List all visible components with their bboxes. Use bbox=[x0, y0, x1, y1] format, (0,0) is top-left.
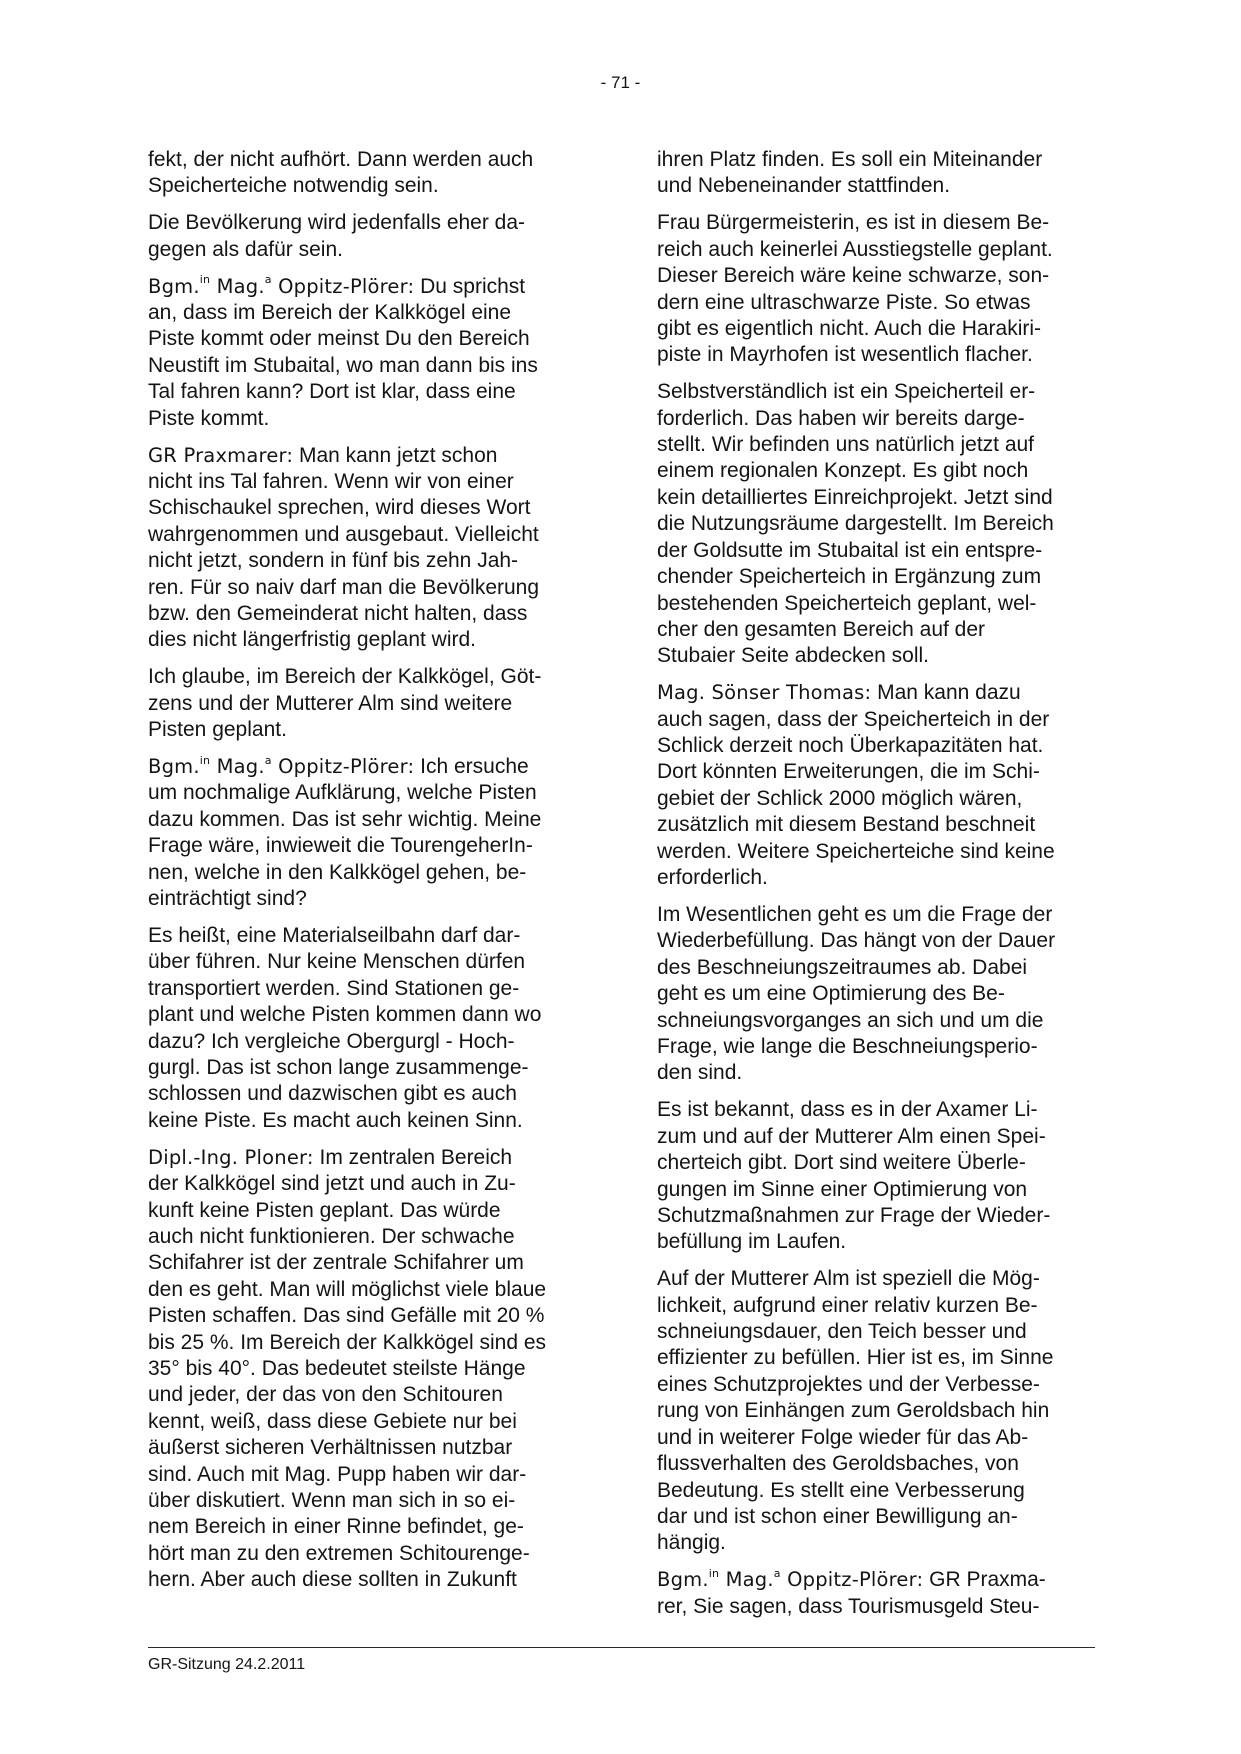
text-line: Die Bevölkerung wird jedenfalls eher da- bbox=[148, 211, 526, 235]
text-line: rung von Einhängen zum Geroldsbach hin bbox=[657, 1399, 1050, 1423]
text-line: Dort könnten Erweiterungen, die im Schi- bbox=[657, 760, 1040, 784]
text-line: Du sprichst bbox=[414, 274, 526, 298]
text-line: reich auch keinerlei Ausstiegstelle geplant. bbox=[657, 237, 1053, 261]
text-line: rer, Sie sagen, dass Tourismusgeld Steu- bbox=[657, 1594, 1040, 1618]
paragraph bbox=[148, 923, 580, 1134]
page-number: - 71 - bbox=[600, 73, 641, 92]
text-line: Pisten schaffen. Das sind Gefälle mit 20 % bbox=[148, 1304, 545, 1328]
text-line: hern. Aber auch diese sollten in Zukunft bbox=[148, 1568, 517, 1592]
speaker-name-part: Oppitz-Plörer: bbox=[780, 1568, 924, 1592]
text-line: chender Speicherteich in Ergänzung zum bbox=[657, 565, 1042, 589]
speaker-name-part: Oppitz-Plörer: bbox=[271, 274, 415, 298]
text-line: bzw. den Gemeinderat nicht halten, dass bbox=[148, 602, 528, 625]
text-line: GR Praxma- bbox=[923, 1568, 1046, 1592]
paragraph bbox=[148, 664, 580, 743]
text-line: und jeder, der das von den Schitouren bbox=[148, 1383, 503, 1407]
speaker-name: Mag. Sönser Thomas: bbox=[657, 681, 872, 705]
text-line: dies nicht längerfristig geplant wird. bbox=[148, 628, 477, 652]
text-line: Tal fahren kann? Dort ist klar, dass eine bbox=[148, 380, 516, 404]
paragraph bbox=[657, 210, 1089, 368]
paragraph bbox=[148, 210, 580, 263]
text-line: gurgl. Das ist schon lange zusammenge- bbox=[148, 1056, 529, 1079]
text-line: kein detailliertes Einreichprojekt. Jetzt sind bbox=[657, 485, 1053, 509]
text-line: bis 25 %. Im Bereich der Kalkkögel sind es bbox=[148, 1330, 547, 1354]
text-line: nicht jetzt, sondern in fünf bis zehn Jah- bbox=[148, 549, 519, 573]
text-line: auch nicht funktionieren. Der schwache bbox=[148, 1224, 515, 1248]
paragraph bbox=[657, 902, 1089, 1087]
text-line: cherteich gibt. Dort sind weitere Überle- bbox=[657, 1151, 1026, 1175]
text-line: einem regionalen Konzept. Es gibt noch bbox=[657, 459, 1029, 483]
paragraph bbox=[657, 147, 1089, 200]
text-line: Bedeutung. Es stellt eine Verbesserung bbox=[657, 1478, 1025, 1502]
text-line: über führen. Nur keine Menschen dürfen bbox=[148, 950, 526, 974]
speech-paragraph bbox=[148, 274, 580, 432]
text-line: den es geht. Man will möglichst viele blaue bbox=[148, 1277, 547, 1301]
speaker-name-part: Bgm. bbox=[148, 755, 200, 779]
speech-paragraph bbox=[657, 1567, 1089, 1620]
text-line: Wiederbefüllung. Das hängt von der Dauer bbox=[657, 929, 1056, 953]
text-line: werden. Weitere Speicherteiche sind keine bbox=[657, 839, 1055, 863]
speaker-name-part: Mag. bbox=[719, 1568, 774, 1592]
text-line: Im zentralen Bereich bbox=[313, 1145, 513, 1169]
text-line: einträchtigt sind? bbox=[148, 887, 307, 911]
text-line: Es ist bekannt, dass es in der Axamer Li- bbox=[657, 1098, 1038, 1122]
text-line: ihren Platz finden. Es soll ein Miteinander bbox=[657, 148, 1043, 171]
text-line: der Kalkkögel sind jetzt und auch in Zu- bbox=[148, 1172, 516, 1196]
text-line: gebiet der Schlick 2000 möglich wären, bbox=[657, 786, 1023, 810]
text-line: nen, welche in den Kalkkögel gehen, be- bbox=[148, 860, 527, 884]
speech-paragraph bbox=[148, 1145, 580, 1594]
text-line: des Beschneiungszeitraumes ab. Dabei bbox=[657, 955, 1028, 979]
text-line: und Nebeneinander stattfinden. bbox=[657, 174, 951, 198]
text-line: an, dass im Bereich der Kalkkögel eine bbox=[148, 301, 512, 325]
speaker-superscript: a bbox=[264, 273, 272, 287]
speech-paragraph bbox=[148, 443, 580, 654]
text-line: zum und auf der Mutterer Alm einen Spei- bbox=[657, 1124, 1046, 1148]
text-line: ren. Für so naiv darf man die Bevölkerung bbox=[148, 575, 540, 599]
text-line: nicht ins Tal fahren. Wenn wir von einer bbox=[148, 469, 514, 493]
text-line: Neustift im Stubaital, wo man dann bis ins bbox=[148, 353, 538, 377]
text-line: zusätzlich mit diesem Bestand beschneit bbox=[657, 813, 1036, 837]
text-line: dazu? Ich vergleiche Obergurgl - Hoch- bbox=[148, 1029, 515, 1053]
text-line: auch sagen, dass der Speicherteich in der bbox=[657, 707, 1050, 731]
paragraph bbox=[657, 1097, 1089, 1255]
text-line: Schutzmaßnahmen zur Frage der Wieder- bbox=[657, 1203, 1051, 1227]
text-line: Auf der Mutterer Alm ist speziell die Mög- bbox=[657, 1267, 1040, 1291]
text-line: keine Piste. Es macht auch keinen Sinn. bbox=[148, 1108, 523, 1132]
text-line: 35° bis 40°. Das bedeutet steilste Hänge bbox=[148, 1356, 526, 1380]
text-line: lichkeit, aufgrund einer relativ kurzen Be- bbox=[657, 1293, 1038, 1317]
text-line: Schlick derzeit noch Überkapazitäten hat. bbox=[657, 734, 1044, 758]
text-line: Ich ersuche bbox=[414, 755, 529, 779]
text-line: Im Wesentlichen geht es um die Frage der bbox=[657, 902, 1053, 926]
text-line: Es heißt, eine Materialseilbahn darf dar- bbox=[148, 923, 521, 947]
speech-paragraph bbox=[657, 680, 1089, 891]
text-line: Man kann jetzt schon bbox=[293, 443, 498, 467]
text-line: wahrgenommen und ausgebaut. Vielleicht bbox=[148, 522, 539, 546]
text-line: piste in Mayrhofen ist wesentlich flacher. bbox=[657, 343, 1033, 367]
text-line: Schischaukel sprechen, wird dieses Wort bbox=[148, 496, 531, 520]
speech-paragraph bbox=[148, 754, 580, 912]
footer-rule bbox=[148, 1647, 1095, 1648]
text-line: hängig. bbox=[657, 1531, 726, 1555]
speaker-name-part: Mag. bbox=[210, 274, 265, 298]
text-line: Man kann dazu bbox=[871, 681, 1021, 705]
text-line: effizienter zu befüllen. Hier ist es, im Sinne bbox=[657, 1346, 1054, 1370]
text-line: schneiungsdauer, den Teich besser und bbox=[657, 1320, 1027, 1344]
speaker-superscript: in bbox=[199, 273, 211, 287]
text-line: Selbstverständlich ist ein Speicherteil er- bbox=[657, 380, 1036, 404]
text-line: dazu kommen. Das ist sehr wichtig. Meine bbox=[148, 807, 542, 831]
text-line: Piste kommt oder meinst Du den Bereich bbox=[148, 327, 530, 351]
speaker-name-part: Bgm. bbox=[148, 274, 200, 298]
text-line: bestehenden Speicherteich geplant, wel- bbox=[657, 591, 1037, 615]
text-line: äußerst sicheren Verhältnissen nutzbar bbox=[148, 1436, 513, 1460]
text-line: Frage wäre, inwieweit die TourengeherIn- bbox=[148, 834, 533, 858]
text-line: um nochmalige Aufklärung, welche Pisten bbox=[148, 781, 537, 805]
speaker-name: Dipl.-Ing. Ploner: bbox=[148, 1145, 314, 1169]
speaker-name: GR Praxmarer: bbox=[148, 443, 294, 467]
paragraph bbox=[148, 147, 580, 200]
text-line: sind. Auch mit Mag. Pupp haben wir dar- bbox=[148, 1462, 527, 1486]
right-column bbox=[657, 147, 1089, 1631]
text-line: gibt es eigentlich nicht. Auch die Harakiri- bbox=[657, 316, 1042, 340]
text-line: schneiungsvorganges an sich und um die bbox=[657, 1008, 1044, 1032]
text-line: cher den gesamten Bereich auf der bbox=[657, 617, 986, 641]
speaker-superscript: a bbox=[264, 753, 272, 767]
text-line: gegen als dafür sein. bbox=[148, 237, 343, 261]
text-line: Speicherteiche notwendig sein. bbox=[148, 174, 439, 198]
text-line: den sind. bbox=[657, 1061, 743, 1085]
paragraph bbox=[657, 379, 1089, 669]
text-line: Pisten geplant. bbox=[148, 718, 287, 742]
text-line: befüllung im Laufen. bbox=[657, 1230, 847, 1254]
text-line: Schifahrer ist der zentrale Schifahrer um bbox=[148, 1251, 524, 1275]
speaker-name bbox=[148, 275, 414, 298]
text-line: fekt, der nicht aufhört. Dann werden auch bbox=[148, 148, 534, 171]
text-line: kunft keine Pisten geplant. Das würde bbox=[148, 1198, 501, 1222]
speaker-name-part: Mag. bbox=[210, 755, 265, 779]
text-line: erforderlich. bbox=[657, 866, 768, 890]
text-line: Piste kommt. bbox=[148, 406, 270, 430]
text-line: nem Bereich in einer Rinne befindet, ge- bbox=[148, 1515, 524, 1539]
speaker-superscript: a bbox=[773, 1566, 781, 1580]
text-line: hört man zu den extremen Schitourenge- bbox=[148, 1541, 530, 1565]
speaker-name-part: Oppitz-Plörer: bbox=[271, 755, 415, 779]
text-line: Dieser Bereich wäre keine schwarze, son- bbox=[657, 264, 1050, 288]
text-line: stellt. Wir befinden uns natürlich jetzt auf bbox=[657, 433, 1035, 457]
text-line: Frage, wie lange die Beschneiungsperio- bbox=[657, 1035, 1038, 1058]
speaker-name-part: Bgm. bbox=[657, 1568, 709, 1592]
speaker-superscript: in bbox=[708, 1566, 720, 1580]
speaker-name bbox=[148, 755, 414, 778]
text-line: dar und ist schon einer Bewilligung an- bbox=[657, 1504, 1018, 1528]
speaker-superscript: in bbox=[199, 753, 211, 767]
text-line: plant und welche Pisten kommen dann wo bbox=[148, 1003, 542, 1027]
text-line: forderlich. Das haben wir bereits darge- bbox=[657, 406, 1025, 430]
text-line: geht es um eine Optimierung des Be- bbox=[657, 982, 1005, 1006]
text-line: schlossen und dazwischen gibt es auch bbox=[148, 1082, 517, 1106]
text-line: die Nutzungsräume dargestellt. Im Bereich bbox=[657, 512, 1054, 536]
text-line: gungen im Sinne einer Optimierung von bbox=[657, 1177, 1028, 1201]
text-line: der Goldsutte im Stubaital ist ein entspre- bbox=[657, 538, 1043, 562]
text-line: Stubaier Seite abdecken soll. bbox=[657, 644, 930, 668]
left-column bbox=[148, 147, 580, 1604]
text-line: und in weiterer Folge wieder für das Ab- bbox=[657, 1425, 1029, 1449]
text-line: eines Schutzprojektes und der Verbesse- bbox=[657, 1372, 1040, 1396]
text-line: Frau Bürgermeisterin, es ist in diesem Be- bbox=[657, 211, 1050, 235]
text-line: dern eine ultraschwarze Piste. So etwas bbox=[657, 290, 1031, 314]
text-line: flussverhalten des Geroldsbaches, von bbox=[657, 1452, 1019, 1476]
text-line: zens und der Mutterer Alm sind weitere bbox=[148, 691, 513, 715]
speaker-name bbox=[657, 1568, 923, 1591]
text-line: transportiert werden. Sind Stationen ge- bbox=[148, 976, 520, 1000]
paragraph bbox=[657, 1266, 1089, 1556]
text-line: über diskutiert. Wenn man sich in so ei- bbox=[148, 1489, 516, 1512]
text-line: Ich glaube, im Bereich der Kalkkögel, Göt- bbox=[148, 665, 542, 689]
footer-text: GR-Sitzung 24.2.2011 bbox=[148, 1656, 306, 1673]
text-line: kennt, weiß, dass diese Gebiete nur bei bbox=[148, 1409, 517, 1433]
